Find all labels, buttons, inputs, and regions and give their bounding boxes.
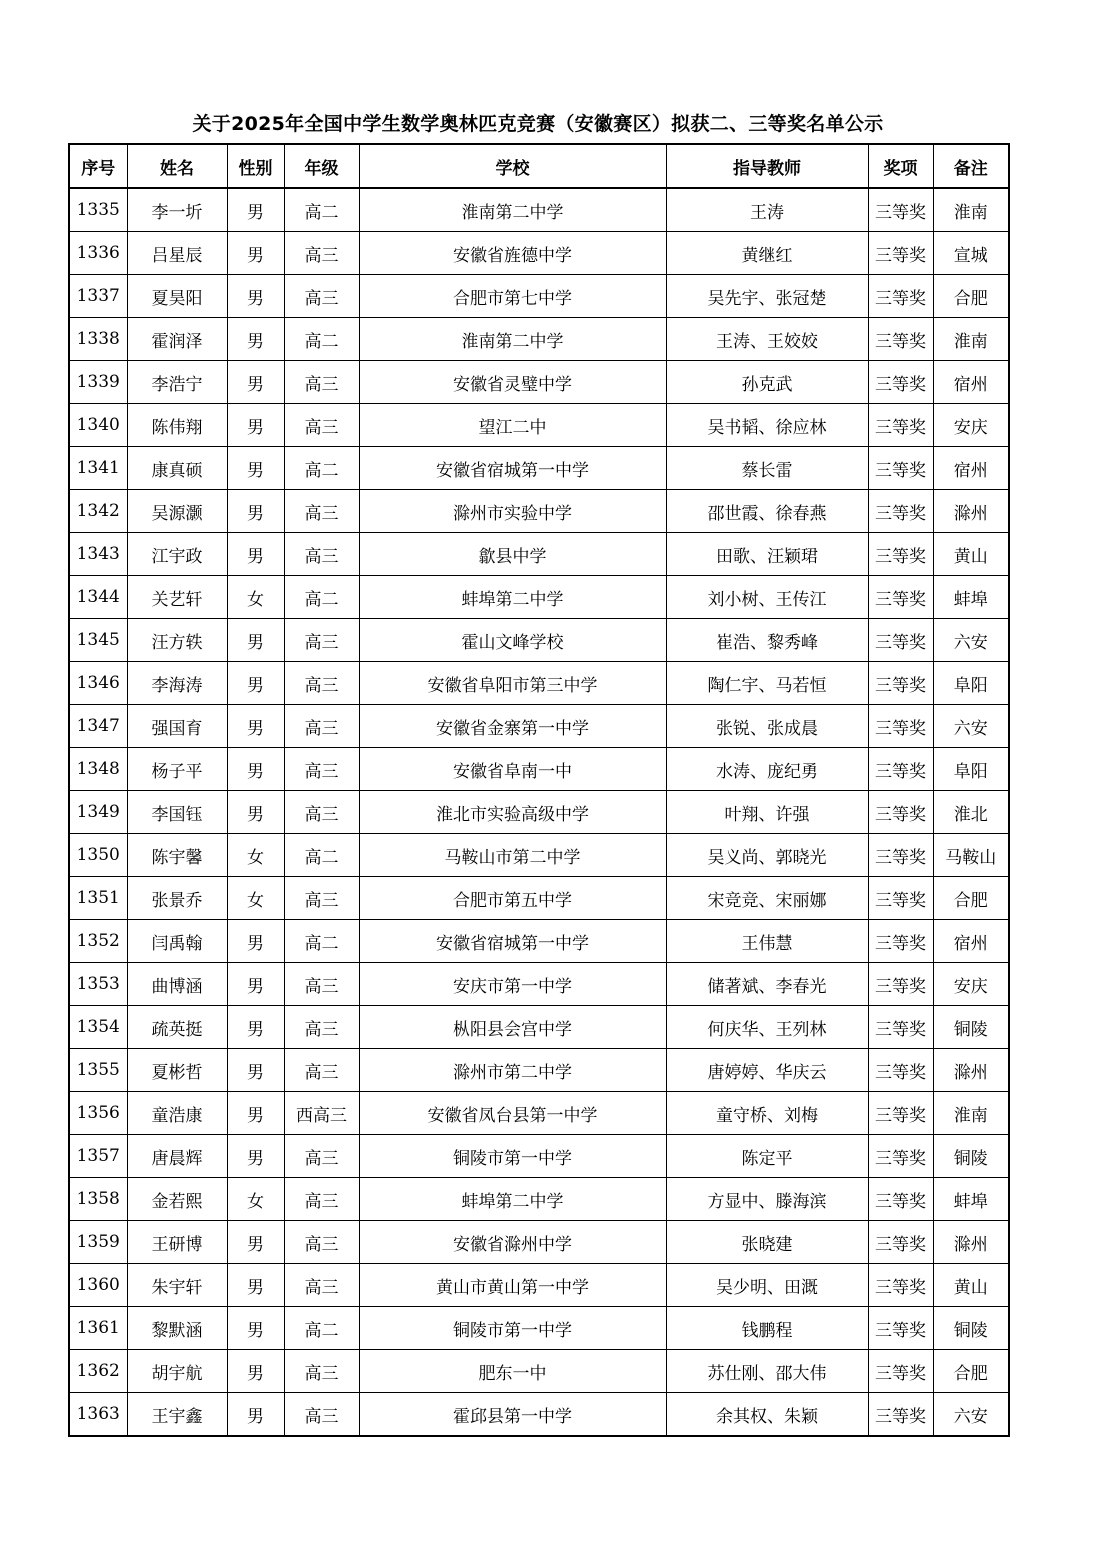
cell-teacher: 崔浩、黎秀峰 — [666, 619, 868, 662]
column-header-remark: 备注 — [933, 144, 1009, 188]
column-header-grade: 年级 — [284, 144, 359, 188]
cell-grade: 高二 — [284, 318, 359, 361]
cell-school: 铜陵市第一中学 — [359, 1135, 666, 1178]
table-row — [69, 877, 1009, 920]
cell-name: 童浩康 — [127, 1092, 227, 1135]
cell-remark: 合肥 — [933, 877, 1009, 920]
cell-gender: 男 — [227, 1092, 284, 1135]
cell-award: 三等奖 — [868, 232, 933, 275]
cell-grade: 高三 — [284, 232, 359, 275]
cell-teacher: 吴少明、田溉 — [666, 1264, 868, 1307]
cell-teacher: 吴先宇、张冠楚 — [666, 275, 868, 318]
cell-name: 夏彬哲 — [127, 1049, 227, 1092]
cell-teacher: 王涛 — [666, 188, 868, 232]
cell-gender: 男 — [227, 1350, 284, 1393]
cell-gender: 男 — [227, 188, 284, 232]
cell-teacher: 余其权、朱颖 — [666, 1393, 868, 1437]
cell-seq: 1360 — [69, 1264, 127, 1307]
cell-remark: 铜陵 — [933, 1006, 1009, 1049]
table-row — [69, 834, 1009, 877]
cell-remark: 铜陵 — [933, 1135, 1009, 1178]
cell-remark: 黄山 — [933, 1264, 1009, 1307]
cell-teacher: 孙克武 — [666, 361, 868, 404]
cell-seq: 1343 — [69, 533, 127, 576]
cell-remark: 滁州 — [933, 1049, 1009, 1092]
cell-remark: 合肥 — [933, 1350, 1009, 1393]
cell-seq: 1358 — [69, 1178, 127, 1221]
cell-teacher: 王涛、王姣姣 — [666, 318, 868, 361]
cell-remark: 淮南 — [933, 318, 1009, 361]
cell-grade: 高三 — [284, 1006, 359, 1049]
cell-award: 三等奖 — [868, 275, 933, 318]
cell-remark: 滁州 — [933, 490, 1009, 533]
cell-school: 黄山市黄山第一中学 — [359, 1264, 666, 1307]
cell-school: 蚌埠第二中学 — [359, 576, 666, 619]
cell-teacher: 水涛、庞纪勇 — [666, 748, 868, 791]
cell-remark: 蚌埠 — [933, 576, 1009, 619]
cell-seq: 1356 — [69, 1092, 127, 1135]
cell-seq: 1339 — [69, 361, 127, 404]
cell-name: 陈宇馨 — [127, 834, 227, 877]
cell-grade: 高三 — [284, 705, 359, 748]
cell-name: 李浩宁 — [127, 361, 227, 404]
column-header-seq: 序号 — [69, 144, 127, 188]
cell-school: 安徽省滁州中学 — [359, 1221, 666, 1264]
cell-seq: 1348 — [69, 748, 127, 791]
table-row — [69, 1393, 1009, 1437]
cell-gender: 男 — [227, 791, 284, 834]
cell-grade: 高二 — [284, 834, 359, 877]
cell-school: 马鞍山市第二中学 — [359, 834, 666, 877]
cell-name: 江宇政 — [127, 533, 227, 576]
cell-award: 三等奖 — [868, 533, 933, 576]
cell-remark: 淮北 — [933, 791, 1009, 834]
table-row — [69, 404, 1009, 447]
cell-award: 三等奖 — [868, 619, 933, 662]
cell-name: 汪方轶 — [127, 619, 227, 662]
cell-school: 铜陵市第一中学 — [359, 1307, 666, 1350]
cell-gender: 男 — [227, 963, 284, 1006]
table-row — [69, 188, 1009, 232]
cell-gender: 男 — [227, 619, 284, 662]
cell-grade: 高二 — [284, 920, 359, 963]
cell-school: 肥东一中 — [359, 1350, 666, 1393]
column-header-teacher: 指导教师 — [666, 144, 868, 188]
cell-award: 三等奖 — [868, 705, 933, 748]
cell-remark: 宣城 — [933, 232, 1009, 275]
column-header-name: 姓名 — [127, 144, 227, 188]
cell-gender: 男 — [227, 361, 284, 404]
cell-grade: 高三 — [284, 1178, 359, 1221]
table-row — [69, 662, 1009, 705]
cell-teacher: 黄继红 — [666, 232, 868, 275]
cell-name: 杨子平 — [127, 748, 227, 791]
cell-gender: 男 — [227, 1135, 284, 1178]
table-row — [69, 1221, 1009, 1264]
cell-name: 唐晨辉 — [127, 1135, 227, 1178]
table-row — [69, 275, 1009, 318]
cell-award: 三等奖 — [868, 963, 933, 1006]
table-row — [69, 1350, 1009, 1393]
cell-award: 三等奖 — [868, 791, 933, 834]
cell-seq: 1346 — [69, 662, 127, 705]
cell-gender: 男 — [227, 1264, 284, 1307]
cell-grade: 高三 — [284, 1135, 359, 1178]
cell-seq: 1347 — [69, 705, 127, 748]
cell-teacher: 张锐、张成晨 — [666, 705, 868, 748]
cell-name: 李国钰 — [127, 791, 227, 834]
table-row — [69, 1307, 1009, 1350]
cell-seq: 1340 — [69, 404, 127, 447]
cell-seq: 1359 — [69, 1221, 127, 1264]
cell-award: 三等奖 — [868, 1135, 933, 1178]
cell-gender: 男 — [227, 1393, 284, 1437]
cell-remark: 宿州 — [933, 920, 1009, 963]
cell-school: 安徽省灵璧中学 — [359, 361, 666, 404]
cell-name: 疏英挺 — [127, 1006, 227, 1049]
cell-award: 三等奖 — [868, 1221, 933, 1264]
cell-seq: 1361 — [69, 1307, 127, 1350]
cell-school: 滁州市实验中学 — [359, 490, 666, 533]
cell-award: 三等奖 — [868, 318, 933, 361]
table-row — [69, 791, 1009, 834]
cell-grade: 高三 — [284, 361, 359, 404]
cell-grade: 高三 — [284, 662, 359, 705]
cell-school: 枞阳县会宫中学 — [359, 1006, 666, 1049]
cell-school: 安徽省旌德中学 — [359, 232, 666, 275]
cell-seq: 1335 — [69, 188, 127, 232]
cell-award: 三等奖 — [868, 1006, 933, 1049]
cell-school: 安徽省金寨第一中学 — [359, 705, 666, 748]
cell-name: 王研博 — [127, 1221, 227, 1264]
cell-seq: 1351 — [69, 877, 127, 920]
cell-remark: 黄山 — [933, 533, 1009, 576]
cell-teacher: 张晓建 — [666, 1221, 868, 1264]
cell-remark: 阜阳 — [933, 748, 1009, 791]
cell-gender: 男 — [227, 318, 284, 361]
cell-gender: 男 — [227, 533, 284, 576]
cell-remark: 宿州 — [933, 361, 1009, 404]
cell-award: 三等奖 — [868, 1264, 933, 1307]
table-row — [69, 1092, 1009, 1135]
cell-gender: 男 — [227, 232, 284, 275]
cell-award: 三等奖 — [868, 1393, 933, 1437]
cell-teacher: 陈定平 — [666, 1135, 868, 1178]
cell-name: 李海涛 — [127, 662, 227, 705]
cell-name: 关艺轩 — [127, 576, 227, 619]
cell-award: 三等奖 — [868, 920, 933, 963]
cell-school: 望江二中 — [359, 404, 666, 447]
cell-gender: 男 — [227, 447, 284, 490]
cell-school: 歙县中学 — [359, 533, 666, 576]
cell-teacher: 宋竞竞、宋丽娜 — [666, 877, 868, 920]
cell-name: 康真硕 — [127, 447, 227, 490]
cell-name: 夏昊阳 — [127, 275, 227, 318]
cell-name: 王宇鑫 — [127, 1393, 227, 1437]
cell-gender: 男 — [227, 1006, 284, 1049]
cell-remark: 安庆 — [933, 963, 1009, 1006]
cell-name: 朱宇轩 — [127, 1264, 227, 1307]
cell-remark: 蚌埠 — [933, 1178, 1009, 1221]
cell-grade: 高三 — [284, 533, 359, 576]
cell-school: 安徽省宿城第一中学 — [359, 447, 666, 490]
table-row — [69, 920, 1009, 963]
cell-seq: 1349 — [69, 791, 127, 834]
cell-award: 三等奖 — [868, 877, 933, 920]
table-row — [69, 361, 1009, 404]
cell-name: 吴源灏 — [127, 490, 227, 533]
cell-remark: 合肥 — [933, 275, 1009, 318]
cell-seq: 1350 — [69, 834, 127, 877]
cell-grade: 高三 — [284, 490, 359, 533]
cell-school: 淮南第二中学 — [359, 188, 666, 232]
table-row — [69, 748, 1009, 791]
cell-school: 霍邱县第一中学 — [359, 1393, 666, 1437]
cell-remark: 阜阳 — [933, 662, 1009, 705]
cell-gender: 男 — [227, 748, 284, 791]
cell-award: 三等奖 — [868, 1049, 933, 1092]
cell-name: 曲博涵 — [127, 963, 227, 1006]
cell-teacher: 蔡长雷 — [666, 447, 868, 490]
cell-name: 胡宇航 — [127, 1350, 227, 1393]
cell-award: 三等奖 — [868, 1092, 933, 1135]
table-header-row — [69, 144, 1009, 188]
cell-award: 三等奖 — [868, 361, 933, 404]
cell-teacher: 邵世霞、徐春燕 — [666, 490, 868, 533]
cell-remark: 六安 — [933, 1393, 1009, 1437]
cell-grade: 高三 — [284, 1221, 359, 1264]
cell-teacher: 唐婷婷、华庆云 — [666, 1049, 868, 1092]
cell-seq: 1357 — [69, 1135, 127, 1178]
cell-seq: 1336 — [69, 232, 127, 275]
cell-grade: 高三 — [284, 404, 359, 447]
cell-grade: 高三 — [284, 748, 359, 791]
cell-remark: 滁州 — [933, 1221, 1009, 1264]
table-row — [69, 1049, 1009, 1092]
cell-grade: 高三 — [284, 1393, 359, 1437]
cell-name: 李一圻 — [127, 188, 227, 232]
cell-gender: 女 — [227, 834, 284, 877]
cell-school: 安徽省阜阳市第三中学 — [359, 662, 666, 705]
award-table — [68, 143, 1010, 1437]
cell-gender: 男 — [227, 1221, 284, 1264]
table-row — [69, 1264, 1009, 1307]
page-title: 关于2025年全国中学生数学奥林匹克竞赛（安徽赛区）拟获二、三等奖名单公示 — [192, 113, 884, 135]
cell-award: 三等奖 — [868, 1350, 933, 1393]
cell-name: 金若熙 — [127, 1178, 227, 1221]
cell-grade: 西高三 — [284, 1092, 359, 1135]
cell-name: 强国育 — [127, 705, 227, 748]
cell-grade: 高三 — [284, 275, 359, 318]
cell-award: 三等奖 — [868, 1178, 933, 1221]
cell-remark: 铜陵 — [933, 1307, 1009, 1350]
cell-school: 安庆市第一中学 — [359, 963, 666, 1006]
cell-teacher: 叶翔、许强 — [666, 791, 868, 834]
cell-award: 三等奖 — [868, 576, 933, 619]
cell-seq: 1338 — [69, 318, 127, 361]
cell-teacher: 储著斌、李春光 — [666, 963, 868, 1006]
cell-school: 滁州市第二中学 — [359, 1049, 666, 1092]
cell-name: 闫禹翰 — [127, 920, 227, 963]
cell-teacher: 刘小树、王传江 — [666, 576, 868, 619]
cell-award: 三等奖 — [868, 447, 933, 490]
cell-grade: 高三 — [284, 791, 359, 834]
cell-gender: 男 — [227, 1049, 284, 1092]
cell-teacher: 何庆华、王列林 — [666, 1006, 868, 1049]
column-header-school: 学校 — [359, 144, 666, 188]
cell-school: 淮北市实验高级中学 — [359, 791, 666, 834]
cell-remark: 六安 — [933, 705, 1009, 748]
cell-award: 三等奖 — [868, 748, 933, 791]
table-row — [69, 1135, 1009, 1178]
column-header-award: 奖项 — [868, 144, 933, 188]
table-row — [69, 533, 1009, 576]
column-header-gender: 性别 — [227, 144, 284, 188]
cell-school: 安徽省宿城第一中学 — [359, 920, 666, 963]
cell-teacher: 吴义尚、郭晓光 — [666, 834, 868, 877]
cell-teacher: 苏仕刚、邵大伟 — [666, 1350, 868, 1393]
cell-seq: 1355 — [69, 1049, 127, 1092]
cell-grade: 高三 — [284, 1350, 359, 1393]
cell-teacher: 童守桥、刘梅 — [666, 1092, 868, 1135]
cell-gender: 男 — [227, 404, 284, 447]
table-row — [69, 447, 1009, 490]
cell-seq: 1342 — [69, 490, 127, 533]
cell-school: 霍山文峰学校 — [359, 619, 666, 662]
cell-gender: 男 — [227, 662, 284, 705]
cell-seq: 1344 — [69, 576, 127, 619]
cell-gender: 男 — [227, 1307, 284, 1350]
cell-seq: 1353 — [69, 963, 127, 1006]
cell-teacher: 吴书韬、徐应林 — [666, 404, 868, 447]
cell-grade: 高三 — [284, 963, 359, 1006]
table-row — [69, 490, 1009, 533]
table-row — [69, 1178, 1009, 1221]
cell-teacher: 陶仁宇、马若恒 — [666, 662, 868, 705]
cell-school: 安徽省阜南一中 — [359, 748, 666, 791]
cell-teacher: 田歌、汪颖珺 — [666, 533, 868, 576]
cell-remark: 淮南 — [933, 188, 1009, 232]
table-row — [69, 705, 1009, 748]
cell-remark: 安庆 — [933, 404, 1009, 447]
cell-seq: 1341 — [69, 447, 127, 490]
table-row — [69, 232, 1009, 275]
cell-name: 黎默涵 — [127, 1307, 227, 1350]
table-row — [69, 619, 1009, 662]
cell-seq: 1337 — [69, 275, 127, 318]
cell-gender: 男 — [227, 490, 284, 533]
cell-seq: 1345 — [69, 619, 127, 662]
cell-remark: 宿州 — [933, 447, 1009, 490]
cell-school: 合肥市第五中学 — [359, 877, 666, 920]
table-body — [69, 188, 1009, 1436]
cell-school: 合肥市第七中学 — [359, 275, 666, 318]
cell-school: 安徽省凤台县第一中学 — [359, 1092, 666, 1135]
cell-teacher: 钱鹏程 — [666, 1307, 868, 1350]
cell-remark: 马鞍山 — [933, 834, 1009, 877]
cell-grade: 高三 — [284, 1264, 359, 1307]
cell-award: 三等奖 — [868, 490, 933, 533]
cell-grade: 高二 — [284, 447, 359, 490]
cell-award: 三等奖 — [868, 188, 933, 232]
cell-seq: 1352 — [69, 920, 127, 963]
cell-seq: 1363 — [69, 1393, 127, 1437]
cell-award: 三等奖 — [868, 834, 933, 877]
table-row — [69, 963, 1009, 1006]
cell-gender: 男 — [227, 920, 284, 963]
cell-seq: 1362 — [69, 1350, 127, 1393]
cell-remark: 淮南 — [933, 1092, 1009, 1135]
cell-remark: 六安 — [933, 619, 1009, 662]
cell-school: 蚌埠第二中学 — [359, 1178, 666, 1221]
cell-grade: 高二 — [284, 576, 359, 619]
cell-gender: 男 — [227, 705, 284, 748]
cell-name: 吕星辰 — [127, 232, 227, 275]
cell-name: 霍润泽 — [127, 318, 227, 361]
cell-school: 淮南第二中学 — [359, 318, 666, 361]
cell-gender: 女 — [227, 576, 284, 619]
table-row — [69, 576, 1009, 619]
cell-grade: 高三 — [284, 1049, 359, 1092]
table-row — [69, 1006, 1009, 1049]
cell-grade: 高三 — [284, 877, 359, 920]
cell-name: 张景乔 — [127, 877, 227, 920]
cell-teacher: 方显中、滕海滨 — [666, 1178, 868, 1221]
cell-award: 三等奖 — [868, 1307, 933, 1350]
cell-gender: 男 — [227, 275, 284, 318]
cell-gender: 女 — [227, 877, 284, 920]
cell-seq: 1354 — [69, 1006, 127, 1049]
cell-award: 三等奖 — [868, 662, 933, 705]
cell-name: 陈伟翔 — [127, 404, 227, 447]
cell-grade: 高二 — [284, 188, 359, 232]
cell-grade: 高三 — [284, 619, 359, 662]
cell-gender: 女 — [227, 1178, 284, 1221]
cell-grade: 高二 — [284, 1307, 359, 1350]
cell-teacher: 王伟慧 — [666, 920, 868, 963]
cell-award: 三等奖 — [868, 404, 933, 447]
table-row — [69, 318, 1009, 361]
